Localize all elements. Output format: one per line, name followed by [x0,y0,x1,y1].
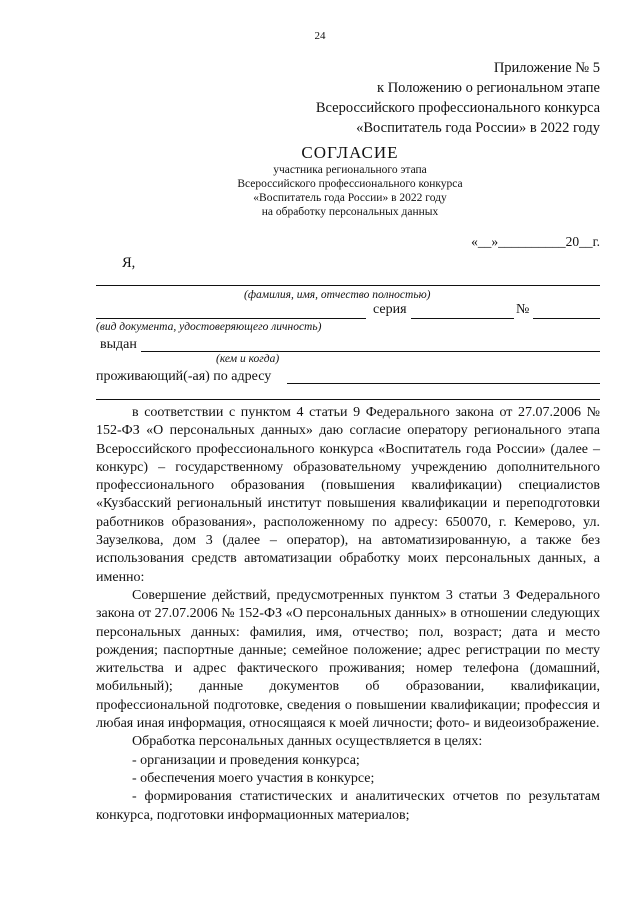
series-input-line[interactable] [411,318,514,319]
document-subtitle [0,163,640,219]
subtitle-line-3: «Воспитатель года России» в 2022 году [253,192,447,204]
issued-input-line[interactable] [141,351,600,352]
body-paragraph-2: Совершение действий, предусмотренных пунктом 3 статьи 3 Федерального закона от 27.07.2006 № 152-ФЗ «О персональных данных» в отношении следующих персональных данных: фамилия, имя, отчество; пол, возраст; дата и место рождения; паспортные данные; семейное положение; адрес регистрации по месту жительства и адрес фактического проживания; номер телефона (домашний, мобильный); данные документов об образовании, квалификации, профессиональной подготовке, сведения о повышении квалификации; профессия и любая иная информация, относящаяся к моей личности; фото- и видеоизображение. [96,587,600,732]
subtitle-line-1: участника регионального этапа [273,164,427,176]
appendix-header [316,58,600,138]
address-label: проживающий(-ая) по адресу [96,369,272,384]
series-label: серия [373,302,407,317]
document-type-hint: (вид документа, удостоверяющего личность) [96,321,322,333]
address-input-line[interactable] [287,383,600,384]
document-type-line[interactable] [96,318,366,319]
fio-hint: (фамилия, имя, отчество полностью) [244,289,431,301]
issued-hint: (кем и когда) [216,353,280,365]
purpose-item-1: - организации и проведения конкурса; [132,752,360,768]
number-input-line[interactable] [533,318,600,319]
subtitle-line-2: Всероссийского профессионального конкурса [237,178,463,190]
number-label: № [516,302,530,317]
issued-label: выдан [100,337,137,352]
address-input-line-2[interactable] [96,399,600,400]
fio-input-line[interactable] [96,285,600,286]
subtitle-line-4: на обработку персональных данных [261,206,439,218]
ya-label: Я, [122,255,136,271]
body-paragraph-3: Обработка персональных данных осуществляется в целях: [132,734,483,750]
consent-body [96,404,600,825]
purpose-item-2: - обеспечения моего участия в конкурсе; [132,770,375,786]
appendix-line-3: Всероссийского профессионального конкурса [315,100,600,116]
body-paragraph-1: в соответствии с пунктом 4 статьи 9 Федерального закона от 27.07.2006 № 152-ФЗ «О персональных данных» даю согласие оператору регионального этапа Всероссийского профессионального конкурса «Воспитатель года России» (далее – конкурс) – государственному образовательному учреждению дополнительного профессионального образования (повышения квалификации) специалистов «Кузбасский региональный институт повышения квалификации и переподготовки работников образования», расположенному по адресу: 650070, г. Кемерово, ул. Заузелкова, дом 3 (далее – оператор), на автоматизированную, а также без использования средств автоматизации обработку моих персональных данных, а именно: [96,405,600,585]
document-title: СОГЛАСИЕ [301,143,399,162]
appendix-line-4: «Воспитатель года России» в 2022 году [356,120,600,136]
appendix-line-2: к Положению о региональном этапе [377,80,600,96]
purpose-item-3: - формирования статистических и аналитических отчетов по результатам конкурса, подготовки информационных материалов; [96,789,600,823]
appendix-line-1: Приложение № 5 [493,60,600,76]
page-number: 24 [314,30,326,42]
date-field[interactable]: «__»__________20__г. [471,234,600,249]
